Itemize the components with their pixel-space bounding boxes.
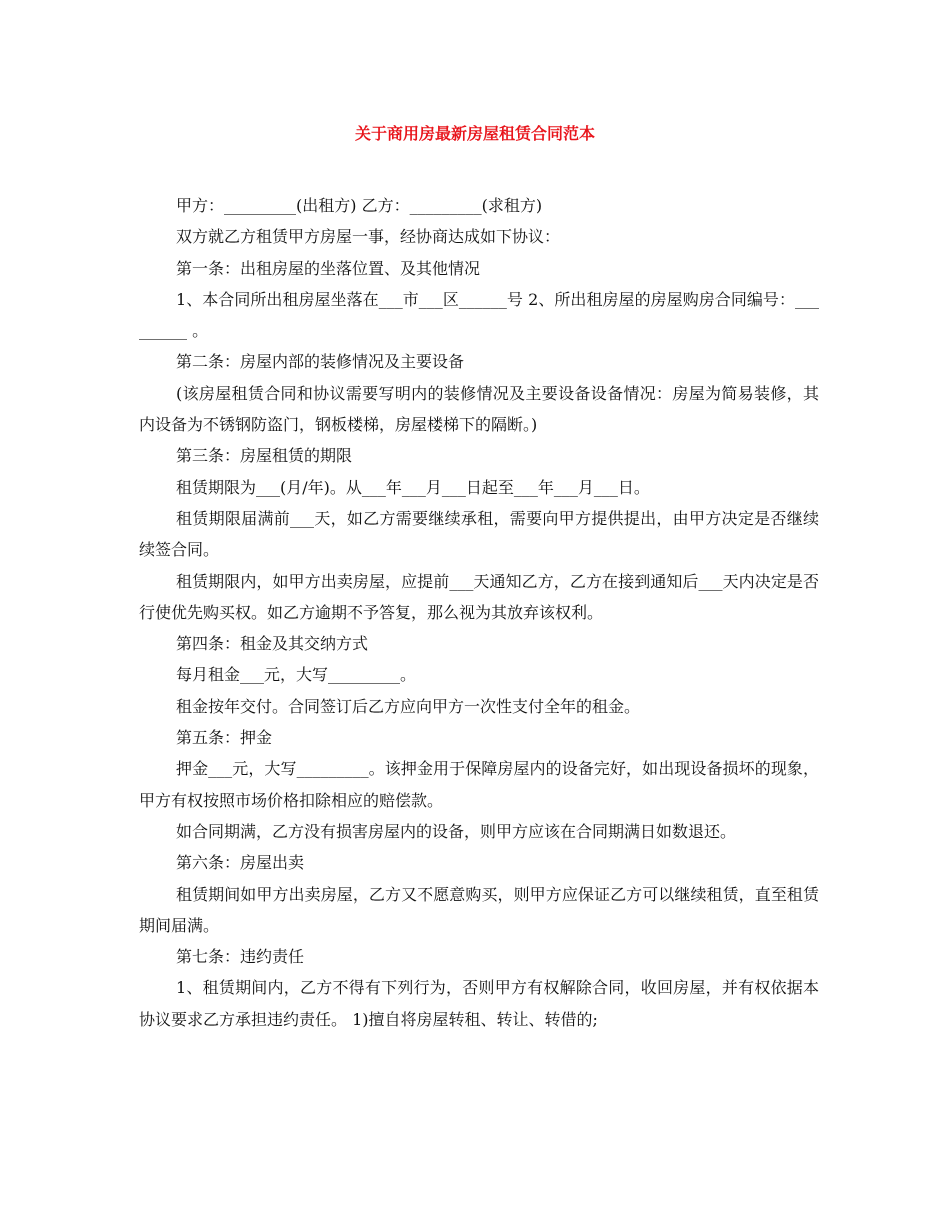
article-6-text: 租赁期间如甲方出卖房屋，乙方又不愿意购买，则甲方应保证乙方可以继续租赁，直至租赁期间届满。 (139, 884, 819, 935)
article-7-text: 1、租赁期间内，乙方不得有下列行为，否则甲方有权解除合同，收回房屋，并有权依据本协议要求乙方承担违约责任。 1)擅自将房屋转租、转让、转借的; (139, 978, 819, 1029)
article-4-payment: 租金按年交付。合同签订后乙方应向甲方一次性支付全年的租金。 (176, 696, 641, 716)
article-3-term: 租赁期限为___(月/年)。从___年___月___日起至___年___月___日。 (176, 477, 650, 497)
agreement-intro: 双方就乙方租赁甲方房屋一事，经协商达成如下协议： (176, 227, 561, 247)
article-1-heading: 第一条：出租房屋的坐落位置、及其他情况 (176, 258, 481, 278)
document-body (139, 190, 819, 1035)
article-7-heading: 第七条：违约责任 (176, 947, 305, 967)
article-6-heading: 第六条：房屋出卖 (176, 853, 305, 873)
article-3-heading: 第三条：房屋租赁的期限 (176, 446, 353, 466)
article-3-renewal: 租赁期限届满前___天，如乙方需要继续承租，需要向甲方提供提出，由甲方决定是否继续续签合同。 (139, 508, 819, 560)
party-line: 甲方：_________(出租方) 乙方：_________(求租方) (176, 196, 543, 215)
document-title: 关于商用房最新房屋租赁合同范本 (354, 124, 595, 143)
article-5-heading: 第五条：押金 (176, 728, 273, 748)
article-2-text: (该房屋租赁合同和协议需要写明内的装修情况及主要设备设备情况：房屋为简易装修，其内设备为不锈钢防盗门，钢板楼梯，房屋楼梯下的隔断。) (139, 383, 819, 435)
article-4-rent: 每月租金___元，大写_________。 (176, 665, 417, 685)
article-1-text: 1、本合同所出租房屋坐落在___市___区______号 2、所出租房屋的房屋购房合同编号：_________ 。 (139, 289, 819, 341)
article-3-sale-notice: 租赁期限内，如甲方出卖房屋，应提前___天通知乙方，乙方在接到通知后___天内决定是否行使优先购买权。如乙方逾期不予答复，那么视为其放弃该权利。 (139, 571, 819, 622)
article-4-heading: 第四条：租金及其交纳方式 (176, 634, 369, 654)
article-5-deposit: 押金___元，大写_________。该押金用于保障房屋内的设备完好，如出现设备损坏的现象，甲方有权按照市场价格扣除相应的赔偿款。 (139, 759, 819, 810)
article-2-heading: 第二条：房屋内部的装修情况及主要设备 (176, 352, 465, 372)
article-5-refund: 如合同期满，乙方没有损害房屋内的设备，则甲方应该在合同期满日如数退还。 (176, 821, 737, 841)
